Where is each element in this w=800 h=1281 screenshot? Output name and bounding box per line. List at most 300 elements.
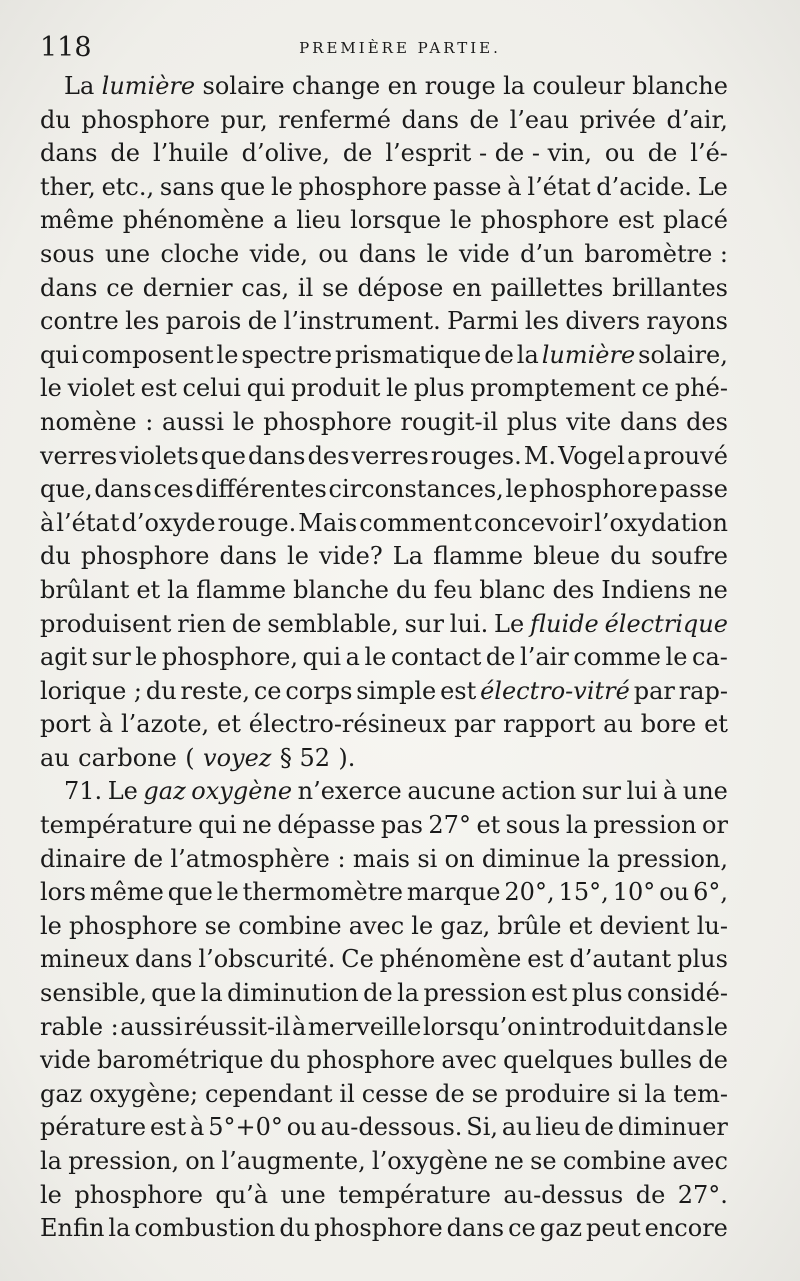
word: plus xyxy=(571,979,623,1008)
text-line xyxy=(40,843,728,877)
word: est xyxy=(140,374,177,403)
word: promptement xyxy=(470,374,636,403)
word: Le xyxy=(494,609,525,638)
text-line xyxy=(40,171,728,205)
word: 20°, xyxy=(504,878,555,907)
word: brûlant xyxy=(40,575,130,604)
word: on xyxy=(185,1147,216,1175)
word: gaz xyxy=(143,777,186,806)
word: oxygène xyxy=(191,777,293,806)
word: ou xyxy=(604,139,635,168)
word: lorsque xyxy=(350,206,442,235)
word: dans xyxy=(401,105,459,134)
word: considé- xyxy=(626,979,728,1008)
word: si xyxy=(417,844,438,873)
word: prouvé xyxy=(643,441,728,470)
word: les xyxy=(524,307,560,336)
word: d’air, xyxy=(666,105,728,134)
word: ou xyxy=(659,878,690,907)
word: le xyxy=(665,643,688,672)
word: sous xyxy=(40,239,95,268)
word: ou xyxy=(318,239,349,268)
word: sans xyxy=(159,172,215,201)
text-line xyxy=(40,641,728,675)
word: circonstances, xyxy=(328,475,504,504)
word: phénomène xyxy=(122,206,265,235)
word: le xyxy=(216,340,239,369)
word: dernier xyxy=(142,273,233,302)
word: ou xyxy=(286,1113,317,1142)
word: or xyxy=(702,811,728,840)
word: simple xyxy=(356,676,437,705)
word: soufre xyxy=(651,542,728,571)
word: ce xyxy=(253,676,282,705)
text-line xyxy=(40,440,728,474)
word: le xyxy=(135,643,158,672)
word: le xyxy=(411,911,434,940)
word: l’instrument. xyxy=(283,307,441,336)
word: pur, xyxy=(220,105,268,134)
text-line xyxy=(40,137,728,171)
word: la xyxy=(108,1214,131,1243)
word: de xyxy=(698,1046,728,1075)
word: mais xyxy=(352,844,410,873)
word: phosphore xyxy=(68,911,198,940)
text-line xyxy=(40,305,728,339)
word: Enfin xyxy=(40,1214,105,1243)
word: rien xyxy=(177,609,227,638)
word: différentes xyxy=(195,475,327,504)
word: phosphore xyxy=(314,1214,443,1243)
word: pérature xyxy=(40,1113,147,1142)
word: même xyxy=(89,878,164,907)
word: M. xyxy=(523,441,557,470)
word: violets xyxy=(119,441,199,470)
word: rouge xyxy=(424,72,496,100)
word: qu’à xyxy=(215,1180,269,1209)
word: lors xyxy=(40,878,86,907)
word: reste, xyxy=(180,676,250,705)
word: dans xyxy=(94,475,152,504)
word: du xyxy=(145,676,177,705)
word: barométrique xyxy=(97,1046,264,1075)
word: le xyxy=(386,374,409,403)
word: les xyxy=(125,307,160,336)
body-text xyxy=(40,70,728,1246)
word: dans xyxy=(647,1012,705,1041)
word: est xyxy=(531,979,568,1008)
word: a xyxy=(345,643,360,672)
word: lorsqu’on xyxy=(422,1012,538,1041)
word: dans xyxy=(619,407,678,436)
word: sur xyxy=(91,643,131,672)
word: réussit-il xyxy=(183,1012,291,1041)
word: la xyxy=(503,72,526,100)
word: : xyxy=(145,407,154,436)
word: devient xyxy=(599,911,690,940)
word: ther, xyxy=(40,172,96,201)
word: lumière xyxy=(541,340,636,369)
word: agit xyxy=(40,643,87,672)
word: encore xyxy=(644,1214,728,1243)
text-line xyxy=(40,1111,728,1145)
word: diminue xyxy=(481,844,581,873)
text-line xyxy=(40,608,728,642)
word: thermomètre xyxy=(242,878,403,907)
word: aucune xyxy=(407,777,496,806)
word: du xyxy=(40,105,71,134)
word: le xyxy=(232,407,255,436)
word: électro-résineux xyxy=(248,710,447,739)
word: le xyxy=(449,206,472,235)
word: à xyxy=(190,1113,205,1142)
word: qui xyxy=(246,374,286,403)
word: dans xyxy=(135,945,193,974)
word: la xyxy=(587,844,610,873)
word: au xyxy=(603,710,633,739)
word: l’atmosphère : xyxy=(170,844,346,873)
word: vite xyxy=(566,407,612,436)
word: l’eau xyxy=(509,105,569,134)
text-line xyxy=(40,1078,728,1112)
word: dans xyxy=(219,542,277,571)
word: ce xyxy=(508,1214,536,1243)
text-line xyxy=(40,1044,728,1078)
word: concevoir xyxy=(473,508,593,537)
text-line xyxy=(40,876,728,910)
word: est xyxy=(440,676,477,705)
word: dans xyxy=(248,441,306,470)
word: flamme xyxy=(196,575,287,604)
word: introduit xyxy=(538,1012,646,1041)
word: merveille xyxy=(307,1012,422,1041)
word: vide xyxy=(40,1046,91,1075)
word: pression, xyxy=(68,1147,180,1175)
word: tem- xyxy=(673,1079,728,1108)
text-line xyxy=(40,339,728,373)
word: que, xyxy=(40,475,93,504)
word: combine xyxy=(238,911,342,940)
word: des xyxy=(686,407,728,436)
text-line xyxy=(40,406,728,440)
word: se xyxy=(322,273,349,302)
word: d’oxyde xyxy=(121,508,216,537)
word: vide, xyxy=(249,239,308,268)
word: cesse xyxy=(361,1079,429,1108)
text-line xyxy=(40,372,728,406)
word: feu xyxy=(433,575,473,604)
word: est xyxy=(617,206,655,235)
word: a xyxy=(273,206,288,235)
word: violet xyxy=(67,374,135,403)
word: si xyxy=(617,1079,638,1108)
word: ce xyxy=(106,273,134,302)
word: Mais xyxy=(298,508,358,537)
word: rouges. xyxy=(430,441,522,470)
page-header xyxy=(40,30,760,66)
text-line xyxy=(40,1145,728,1179)
word: d’olive, xyxy=(241,139,330,168)
word: carbone xyxy=(78,743,177,772)
word: avec xyxy=(348,911,405,940)
word: avec xyxy=(441,1046,497,1075)
word: en xyxy=(452,273,482,302)
word: fluide xyxy=(530,609,599,638)
word: phosphore, xyxy=(161,643,298,672)
word: le xyxy=(40,374,62,403)
word: phosphore xyxy=(81,105,210,134)
word: gaz, xyxy=(440,911,491,940)
word: la xyxy=(40,1147,62,1175)
word: couleur xyxy=(532,72,625,100)
word: température xyxy=(40,811,193,840)
word: des xyxy=(552,575,595,604)
word: paillettes xyxy=(490,273,604,302)
word: sur xyxy=(404,609,444,638)
word: par xyxy=(454,710,496,739)
word: diminution xyxy=(227,979,359,1008)
word: renfermé xyxy=(278,105,391,134)
word: ( xyxy=(185,743,195,772)
word: l’oxydation xyxy=(594,508,728,537)
word: passe xyxy=(432,172,502,201)
word: brillantes xyxy=(612,273,728,302)
word: même xyxy=(40,206,114,235)
text-line xyxy=(40,943,728,977)
word: divers xyxy=(565,307,641,336)
word: le xyxy=(40,1180,62,1209)
word: blanche xyxy=(632,72,728,100)
word: et xyxy=(568,911,593,940)
word: à xyxy=(98,710,114,739)
text-line xyxy=(40,1212,728,1246)
text-line xyxy=(40,1179,728,1213)
text-line xyxy=(40,574,728,608)
word: l’air xyxy=(520,643,569,672)
text-line xyxy=(40,977,728,1011)
word: vide? xyxy=(319,542,383,571)
word: a xyxy=(627,441,642,470)
word: de xyxy=(485,643,516,672)
word: action xyxy=(501,777,577,806)
word: blanche xyxy=(293,575,389,604)
text-line xyxy=(40,272,728,306)
word: combustion xyxy=(134,1214,276,1243)
text-line xyxy=(40,708,728,742)
word: au xyxy=(40,743,70,772)
word: 27°. xyxy=(677,1180,728,1209)
word: Ce xyxy=(341,945,374,974)
word: rapport xyxy=(503,710,596,739)
word: lieu xyxy=(296,206,342,235)
word: le xyxy=(505,475,528,504)
word: 10° xyxy=(612,878,656,907)
word: cas, xyxy=(241,273,290,302)
word: du xyxy=(40,542,71,571)
text-line xyxy=(40,70,728,104)
word: la xyxy=(397,979,420,1008)
word: spectre xyxy=(241,340,333,369)
word: rap- xyxy=(678,676,728,705)
word: phé- xyxy=(674,374,728,403)
word: l’obscurité. xyxy=(198,945,336,974)
word: corps xyxy=(285,676,353,705)
word: baromètre : xyxy=(584,239,728,268)
word: se xyxy=(204,911,232,940)
word: La xyxy=(392,542,424,571)
text-line xyxy=(40,104,728,138)
word: on xyxy=(444,844,475,873)
word: l’oxygène xyxy=(371,1147,488,1175)
word: voyez xyxy=(203,743,272,772)
word: une xyxy=(104,239,151,268)
word: mineux xyxy=(40,945,130,974)
word: gaz xyxy=(40,1079,83,1108)
word: la xyxy=(167,575,190,604)
word: au-dessus xyxy=(503,1180,624,1209)
word: bore xyxy=(640,710,697,739)
word: le xyxy=(270,172,293,201)
word: le xyxy=(426,239,449,268)
word: sous xyxy=(505,811,561,840)
word: solaire xyxy=(202,72,285,100)
word: de xyxy=(231,609,262,638)
word: électrique xyxy=(604,609,728,638)
text-line xyxy=(40,775,728,809)
word: produisent xyxy=(40,609,172,638)
word: blanc xyxy=(479,575,546,604)
word: rouge. xyxy=(217,508,297,537)
word: § 52 xyxy=(279,743,330,772)
word: de xyxy=(342,139,373,168)
word: contact xyxy=(390,643,482,672)
running-head: PREMIÈRE PARTIE. xyxy=(299,39,501,57)
word: La xyxy=(64,72,95,100)
word: composent xyxy=(81,340,214,369)
text-line xyxy=(40,238,728,272)
word: d’acide. xyxy=(596,172,692,201)
word: solaire, xyxy=(638,340,728,369)
word: pression xyxy=(593,811,697,840)
word: que xyxy=(220,172,266,201)
word: Le xyxy=(697,172,728,201)
text-line xyxy=(40,809,728,843)
word: phosphore xyxy=(74,1180,203,1209)
word: que xyxy=(200,441,246,470)
word: l’augmente, xyxy=(221,1147,366,1175)
word: quelques xyxy=(503,1046,614,1075)
word: du xyxy=(279,1214,311,1243)
word: marque xyxy=(406,878,501,907)
word: l’é- xyxy=(690,139,728,168)
word: comme xyxy=(573,643,661,672)
word: est xyxy=(527,945,564,974)
word: produit xyxy=(290,374,381,403)
word: l’état xyxy=(56,508,120,537)
word: à xyxy=(40,508,55,537)
word: aussi xyxy=(161,407,225,436)
word: dans xyxy=(446,1214,505,1243)
word: l’état xyxy=(527,172,591,201)
word: parois xyxy=(165,307,242,336)
word: le xyxy=(706,1012,728,1041)
word: produire xyxy=(505,1079,611,1108)
word: une xyxy=(280,1180,326,1209)
word: rable : xyxy=(40,1012,119,1041)
word: ne xyxy=(698,575,728,604)
text-line xyxy=(40,204,728,238)
word: et xyxy=(476,811,501,840)
word: la xyxy=(565,811,588,840)
word: il xyxy=(339,1079,355,1108)
word: que xyxy=(167,878,213,907)
text-line xyxy=(40,742,728,776)
word: port xyxy=(40,710,91,739)
word: de xyxy=(110,139,140,168)
word: phosphore xyxy=(306,1046,436,1075)
word: combine xyxy=(562,1147,667,1175)
word: qui xyxy=(40,340,79,369)
word: du xyxy=(269,1046,301,1075)
word: ne xyxy=(242,811,272,840)
word: phosphore xyxy=(480,206,610,235)
word: dans xyxy=(40,139,98,168)
word: une xyxy=(682,777,728,806)
word: de xyxy=(647,139,678,168)
word: dépose xyxy=(357,273,444,302)
word: plus xyxy=(677,945,728,974)
word: le xyxy=(216,878,239,907)
word: la xyxy=(200,979,223,1008)
word: de xyxy=(469,105,500,134)
word: Si, xyxy=(466,1113,499,1142)
word: comment xyxy=(359,508,472,537)
word: plus xyxy=(413,374,465,403)
word: plus xyxy=(506,407,558,436)
word: lumière xyxy=(101,72,196,100)
word: et xyxy=(136,575,161,604)
word: dans xyxy=(358,239,417,268)
word: diminuer xyxy=(617,1113,728,1142)
word: se xyxy=(471,1079,499,1108)
word: la xyxy=(644,1079,667,1108)
text-line xyxy=(40,507,728,541)
word: lui. xyxy=(449,609,489,638)
word: phosphore xyxy=(298,172,428,201)
word: lieu xyxy=(535,1113,581,1142)
word: d’un xyxy=(520,239,574,268)
word: peut xyxy=(586,1214,641,1243)
word: se xyxy=(530,1147,557,1175)
word: sur xyxy=(581,777,621,806)
word: Indiens xyxy=(601,575,692,604)
text-line xyxy=(40,540,728,574)
word: l’huile xyxy=(152,139,229,168)
word: pression, xyxy=(617,844,728,873)
word: dans xyxy=(40,273,98,302)
word: le xyxy=(287,542,309,571)
word: ). xyxy=(338,743,356,772)
word: semblable, xyxy=(267,609,399,638)
word: pas xyxy=(380,811,423,840)
word: avec xyxy=(672,1147,728,1175)
word: Parmi xyxy=(447,307,519,336)
word: 71. xyxy=(64,777,103,806)
word: de xyxy=(435,1079,465,1108)
word: cloche xyxy=(160,239,240,268)
word: pression xyxy=(423,979,527,1008)
word: prismatique xyxy=(335,340,482,369)
